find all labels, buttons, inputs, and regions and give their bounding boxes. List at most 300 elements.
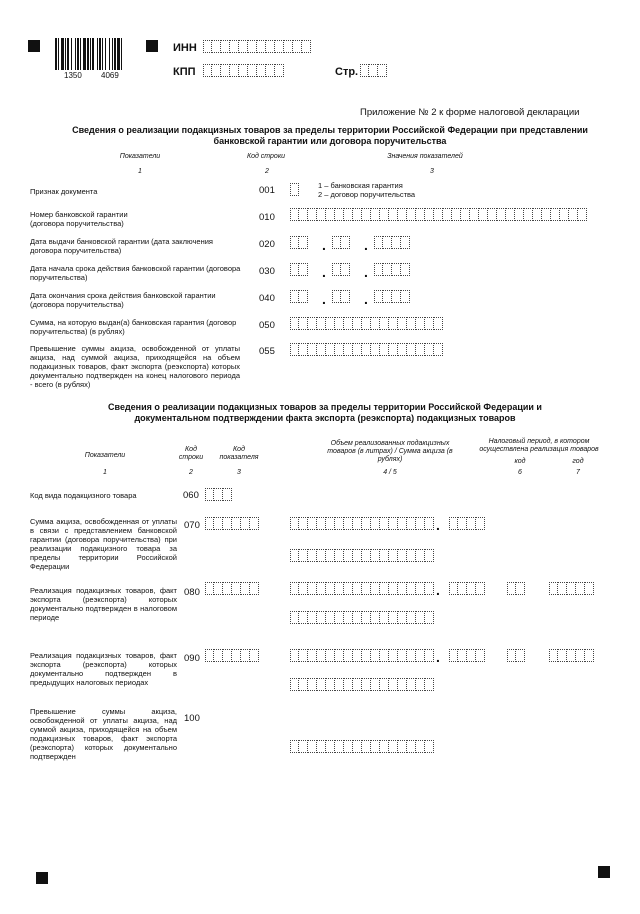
row-100-excise-field[interactable] (290, 740, 434, 753)
input-cell[interactable] (232, 582, 241, 595)
input-cell[interactable] (567, 582, 576, 595)
input-cell[interactable] (392, 236, 401, 249)
input-cell[interactable] (371, 740, 380, 753)
input-cell[interactable] (369, 64, 378, 77)
input-cell[interactable] (335, 517, 344, 530)
input-cell[interactable] (479, 208, 488, 221)
input-cell[interactable] (398, 611, 407, 624)
doc-sign-field[interactable] (290, 183, 299, 196)
input-cell[interactable] (317, 549, 326, 562)
row-080-indicator-code-field[interactable] (205, 582, 259, 595)
input-cell[interactable] (506, 208, 515, 221)
input-cell[interactable] (317, 582, 326, 595)
input-cell[interactable] (407, 678, 416, 691)
input-cell[interactable] (425, 678, 434, 691)
input-cell[interactable] (374, 263, 383, 276)
input-cell[interactable] (416, 343, 425, 356)
row-090-indicator-code-field[interactable] (205, 649, 259, 662)
input-cell[interactable] (326, 208, 335, 221)
input-cell[interactable] (497, 208, 506, 221)
input-cell[interactable] (326, 649, 335, 662)
input-cell[interactable] (362, 549, 371, 562)
input-cell[interactable] (425, 740, 434, 753)
input-cell[interactable] (371, 343, 380, 356)
issue-date-day-field[interactable] (290, 236, 308, 249)
input-cell[interactable] (299, 582, 308, 595)
input-cell[interactable] (353, 649, 362, 662)
input-cell[interactable] (239, 64, 248, 77)
input-cell[interactable] (290, 208, 299, 221)
input-cell[interactable] (362, 678, 371, 691)
input-cell[interactable] (585, 649, 594, 662)
input-cell[interactable] (380, 582, 389, 595)
input-cell[interactable] (317, 208, 326, 221)
input-cell[interactable] (266, 64, 275, 77)
input-cell[interactable] (389, 343, 398, 356)
input-cell[interactable] (470, 208, 479, 221)
row-090-volume-decimal-field[interactable] (449, 649, 485, 662)
input-cell[interactable] (380, 549, 389, 562)
input-cell[interactable] (335, 611, 344, 624)
input-cell[interactable] (371, 678, 380, 691)
input-cell[interactable] (389, 582, 398, 595)
input-cell[interactable] (398, 582, 407, 595)
product-type-code-field[interactable] (205, 488, 232, 501)
input-cell[interactable] (371, 582, 380, 595)
input-cell[interactable] (299, 517, 308, 530)
input-cell[interactable] (383, 263, 392, 276)
input-cell[interactable] (380, 740, 389, 753)
input-cell[interactable] (425, 343, 434, 356)
input-cell[interactable] (353, 740, 362, 753)
input-cell[interactable] (407, 549, 416, 562)
input-cell[interactable] (449, 649, 458, 662)
input-cell[interactable] (549, 649, 558, 662)
row-080-volume-field[interactable] (290, 582, 434, 595)
input-cell[interactable] (507, 582, 516, 595)
issue-date-month-field[interactable] (332, 236, 350, 249)
input-cell[interactable] (335, 740, 344, 753)
input-cell[interactable] (362, 611, 371, 624)
input-cell[interactable] (257, 64, 266, 77)
input-cell[interactable] (290, 611, 299, 624)
input-cell[interactable] (407, 343, 416, 356)
excess-amount-field[interactable] (290, 343, 443, 356)
input-cell[interactable] (299, 549, 308, 562)
input-cell[interactable] (425, 517, 434, 530)
input-cell[interactable] (389, 549, 398, 562)
input-cell[interactable] (317, 317, 326, 330)
input-cell[interactable] (533, 208, 542, 221)
input-cell[interactable] (443, 208, 452, 221)
input-cell[interactable] (362, 649, 371, 662)
input-cell[interactable] (380, 649, 389, 662)
inn-field[interactable] (203, 40, 311, 53)
input-cell[interactable] (308, 582, 317, 595)
input-cell[interactable] (290, 183, 299, 196)
input-cell[interactable] (416, 549, 425, 562)
input-cell[interactable] (371, 549, 380, 562)
input-cell[interactable] (290, 290, 299, 303)
input-cell[interactable] (341, 290, 350, 303)
row-070-indicator-code-field[interactable] (205, 517, 259, 530)
input-cell[interactable] (203, 64, 212, 77)
input-cell[interactable] (362, 517, 371, 530)
page-number-field[interactable] (360, 64, 387, 77)
row-080-period-code-field[interactable] (507, 582, 525, 595)
input-cell[interactable] (344, 343, 353, 356)
input-cell[interactable] (560, 208, 569, 221)
input-cell[interactable] (488, 208, 497, 221)
input-cell[interactable] (212, 40, 221, 53)
input-cell[interactable] (317, 611, 326, 624)
input-cell[interactable] (425, 549, 434, 562)
input-cell[interactable] (516, 582, 525, 595)
input-cell[interactable] (392, 263, 401, 276)
input-cell[interactable] (380, 317, 389, 330)
input-cell[interactable] (516, 649, 525, 662)
input-cell[interactable] (326, 611, 335, 624)
input-cell[interactable] (558, 582, 567, 595)
input-cell[interactable] (205, 582, 214, 595)
input-cell[interactable] (341, 236, 350, 249)
input-cell[interactable] (326, 317, 335, 330)
input-cell[interactable] (567, 649, 576, 662)
input-cell[interactable] (449, 517, 458, 530)
input-cell[interactable] (308, 649, 317, 662)
input-cell[interactable] (232, 517, 241, 530)
input-cell[interactable] (205, 517, 214, 530)
input-cell[interactable] (290, 649, 299, 662)
input-cell[interactable] (467, 649, 476, 662)
row-080-year-field[interactable] (549, 582, 594, 595)
input-cell[interactable] (275, 40, 284, 53)
input-cell[interactable] (449, 582, 458, 595)
input-cell[interactable] (308, 208, 317, 221)
input-cell[interactable] (401, 236, 410, 249)
start-date-day-field[interactable] (290, 263, 308, 276)
input-cell[interactable] (515, 208, 524, 221)
end-date-year-field[interactable] (374, 290, 410, 303)
input-cell[interactable] (353, 611, 362, 624)
guarantee-amount-field[interactable] (290, 317, 443, 330)
input-cell[interactable] (425, 611, 434, 624)
input-cell[interactable] (241, 517, 250, 530)
input-cell[interactable] (558, 649, 567, 662)
input-cell[interactable] (371, 649, 380, 662)
input-cell[interactable] (507, 649, 516, 662)
input-cell[interactable] (353, 678, 362, 691)
start-date-month-field[interactable] (332, 263, 350, 276)
input-cell[interactable] (398, 517, 407, 530)
input-cell[interactable] (335, 343, 344, 356)
input-cell[interactable] (290, 678, 299, 691)
input-cell[interactable] (416, 317, 425, 330)
row-070-excise-field[interactable] (290, 549, 434, 562)
input-cell[interactable] (214, 517, 223, 530)
input-cell[interactable] (250, 582, 259, 595)
input-cell[interactable] (416, 740, 425, 753)
input-cell[interactable] (250, 517, 259, 530)
input-cell[interactable] (362, 740, 371, 753)
input-cell[interactable] (302, 40, 311, 53)
end-date-day-field[interactable] (290, 290, 308, 303)
input-cell[interactable] (576, 649, 585, 662)
input-cell[interactable] (374, 236, 383, 249)
input-cell[interactable] (434, 317, 443, 330)
input-cell[interactable] (308, 549, 317, 562)
input-cell[interactable] (476, 649, 485, 662)
input-cell[interactable] (401, 290, 410, 303)
input-cell[interactable] (205, 488, 214, 501)
input-cell[interactable] (335, 549, 344, 562)
input-cell[interactable] (344, 678, 353, 691)
input-cell[interactable] (416, 582, 425, 595)
input-cell[interactable] (416, 611, 425, 624)
input-cell[interactable] (425, 208, 434, 221)
input-cell[interactable] (425, 582, 434, 595)
input-cell[interactable] (551, 208, 560, 221)
input-cell[interactable] (461, 208, 470, 221)
input-cell[interactable] (344, 208, 353, 221)
input-cell[interactable] (398, 343, 407, 356)
input-cell[interactable] (241, 649, 250, 662)
input-cell[interactable] (332, 290, 341, 303)
input-cell[interactable] (214, 582, 223, 595)
row-090-volume-field[interactable] (290, 649, 434, 662)
input-cell[interactable] (407, 517, 416, 530)
input-cell[interactable] (326, 549, 335, 562)
input-cell[interactable] (407, 582, 416, 595)
input-cell[interactable] (250, 649, 259, 662)
input-cell[interactable] (476, 517, 485, 530)
input-cell[interactable] (353, 343, 362, 356)
input-cell[interactable] (362, 343, 371, 356)
input-cell[interactable] (290, 582, 299, 595)
input-cell[interactable] (326, 517, 335, 530)
input-cell[interactable] (290, 343, 299, 356)
input-cell[interactable] (308, 317, 317, 330)
input-cell[interactable] (585, 582, 594, 595)
input-cell[interactable] (341, 263, 350, 276)
input-cell[interactable] (398, 317, 407, 330)
input-cell[interactable] (362, 317, 371, 330)
input-cell[interactable] (389, 678, 398, 691)
input-cell[interactable] (434, 208, 443, 221)
input-cell[interactable] (290, 549, 299, 562)
input-cell[interactable] (308, 343, 317, 356)
input-cell[interactable] (299, 649, 308, 662)
input-cell[interactable] (425, 317, 434, 330)
input-cell[interactable] (371, 517, 380, 530)
input-cell[interactable] (344, 740, 353, 753)
input-cell[interactable] (407, 208, 416, 221)
input-cell[interactable] (299, 343, 308, 356)
input-cell[interactable] (214, 488, 223, 501)
input-cell[interactable] (374, 290, 383, 303)
input-cell[interactable] (248, 40, 257, 53)
input-cell[interactable] (380, 517, 389, 530)
end-date-month-field[interactable] (332, 290, 350, 303)
input-cell[interactable] (542, 208, 551, 221)
input-cell[interactable] (223, 517, 232, 530)
input-cell[interactable] (389, 649, 398, 662)
input-cell[interactable] (317, 517, 326, 530)
input-cell[interactable] (371, 317, 380, 330)
input-cell[interactable] (344, 611, 353, 624)
input-cell[interactable] (212, 64, 221, 77)
input-cell[interactable] (407, 611, 416, 624)
input-cell[interactable] (371, 208, 380, 221)
input-cell[interactable] (326, 343, 335, 356)
input-cell[interactable] (380, 611, 389, 624)
input-cell[interactable] (203, 40, 212, 53)
input-cell[interactable] (398, 678, 407, 691)
input-cell[interactable] (362, 582, 371, 595)
input-cell[interactable] (335, 649, 344, 662)
input-cell[interactable] (239, 40, 248, 53)
input-cell[interactable] (308, 611, 317, 624)
input-cell[interactable] (401, 263, 410, 276)
input-cell[interactable] (293, 40, 302, 53)
guarantee-number-field[interactable] (290, 208, 587, 221)
row-070-volume-field[interactable] (290, 517, 434, 530)
row-080-excise-field[interactable] (290, 611, 434, 624)
input-cell[interactable] (380, 678, 389, 691)
input-cell[interactable] (299, 236, 308, 249)
input-cell[interactable] (308, 740, 317, 753)
input-cell[interactable] (326, 678, 335, 691)
input-cell[interactable] (223, 649, 232, 662)
input-cell[interactable] (524, 208, 533, 221)
input-cell[interactable] (407, 740, 416, 753)
input-cell[interactable] (392, 290, 401, 303)
input-cell[interactable] (299, 611, 308, 624)
input-cell[interactable] (353, 208, 362, 221)
input-cell[interactable] (353, 582, 362, 595)
input-cell[interactable] (407, 649, 416, 662)
input-cell[interactable] (317, 740, 326, 753)
input-cell[interactable] (378, 64, 387, 77)
row-080-volume-decimal-field[interactable] (449, 582, 485, 595)
input-cell[interactable] (569, 208, 578, 221)
issue-date-year-field[interactable] (374, 236, 410, 249)
input-cell[interactable] (257, 40, 266, 53)
input-cell[interactable] (230, 40, 239, 53)
input-cell[interactable] (299, 263, 308, 276)
input-cell[interactable] (416, 208, 425, 221)
input-cell[interactable] (332, 236, 341, 249)
input-cell[interactable] (389, 208, 398, 221)
input-cell[interactable] (284, 40, 293, 53)
input-cell[interactable] (344, 317, 353, 330)
input-cell[interactable] (389, 317, 398, 330)
input-cell[interactable] (407, 317, 416, 330)
input-cell[interactable] (467, 582, 476, 595)
input-cell[interactable] (383, 290, 392, 303)
input-cell[interactable] (476, 582, 485, 595)
input-cell[interactable] (425, 649, 434, 662)
input-cell[interactable] (290, 263, 299, 276)
input-cell[interactable] (335, 678, 344, 691)
input-cell[interactable] (290, 740, 299, 753)
row-090-excise-field[interactable] (290, 678, 434, 691)
input-cell[interactable] (317, 343, 326, 356)
input-cell[interactable] (332, 263, 341, 276)
input-cell[interactable] (458, 582, 467, 595)
input-cell[interactable] (221, 40, 230, 53)
input-cell[interactable] (371, 611, 380, 624)
input-cell[interactable] (248, 64, 257, 77)
input-cell[interactable] (326, 740, 335, 753)
input-cell[interactable] (299, 317, 308, 330)
input-cell[interactable] (362, 208, 371, 221)
input-cell[interactable] (241, 582, 250, 595)
input-cell[interactable] (335, 208, 344, 221)
input-cell[interactable] (317, 678, 326, 691)
input-cell[interactable] (452, 208, 461, 221)
start-date-year-field[interactable] (374, 263, 410, 276)
input-cell[interactable] (398, 208, 407, 221)
input-cell[interactable] (290, 317, 299, 330)
input-cell[interactable] (389, 611, 398, 624)
input-cell[interactable] (344, 649, 353, 662)
input-cell[interactable] (416, 517, 425, 530)
input-cell[interactable] (416, 678, 425, 691)
row-070-volume-decimal-field[interactable] (449, 517, 485, 530)
input-cell[interactable] (398, 649, 407, 662)
input-cell[interactable] (380, 208, 389, 221)
input-cell[interactable] (467, 517, 476, 530)
input-cell[interactable] (353, 549, 362, 562)
input-cell[interactable] (326, 582, 335, 595)
input-cell[interactable] (230, 64, 239, 77)
input-cell[interactable] (383, 236, 392, 249)
input-cell[interactable] (232, 649, 241, 662)
input-cell[interactable] (223, 488, 232, 501)
input-cell[interactable] (317, 649, 326, 662)
input-cell[interactable] (434, 343, 443, 356)
input-cell[interactable] (416, 649, 425, 662)
input-cell[interactable] (360, 64, 369, 77)
input-cell[interactable] (223, 582, 232, 595)
input-cell[interactable] (549, 582, 558, 595)
input-cell[interactable] (335, 582, 344, 595)
input-cell[interactable] (221, 64, 230, 77)
input-cell[interactable] (214, 649, 223, 662)
input-cell[interactable] (578, 208, 587, 221)
input-cell[interactable] (458, 649, 467, 662)
input-cell[interactable] (380, 343, 389, 356)
input-cell[interactable] (290, 517, 299, 530)
input-cell[interactable] (458, 517, 467, 530)
input-cell[interactable] (205, 649, 214, 662)
input-cell[interactable] (266, 40, 275, 53)
input-cell[interactable] (398, 549, 407, 562)
input-cell[interactable] (344, 517, 353, 530)
input-cell[interactable] (299, 740, 308, 753)
input-cell[interactable] (290, 236, 299, 249)
input-cell[interactable] (389, 517, 398, 530)
kpp-field[interactable] (203, 64, 284, 77)
input-cell[interactable] (344, 582, 353, 595)
input-cell[interactable] (353, 317, 362, 330)
input-cell[interactable] (299, 678, 308, 691)
input-cell[interactable] (576, 582, 585, 595)
input-cell[interactable] (308, 678, 317, 691)
input-cell[interactable] (335, 317, 344, 330)
row-090-period-code-field[interactable] (507, 649, 525, 662)
